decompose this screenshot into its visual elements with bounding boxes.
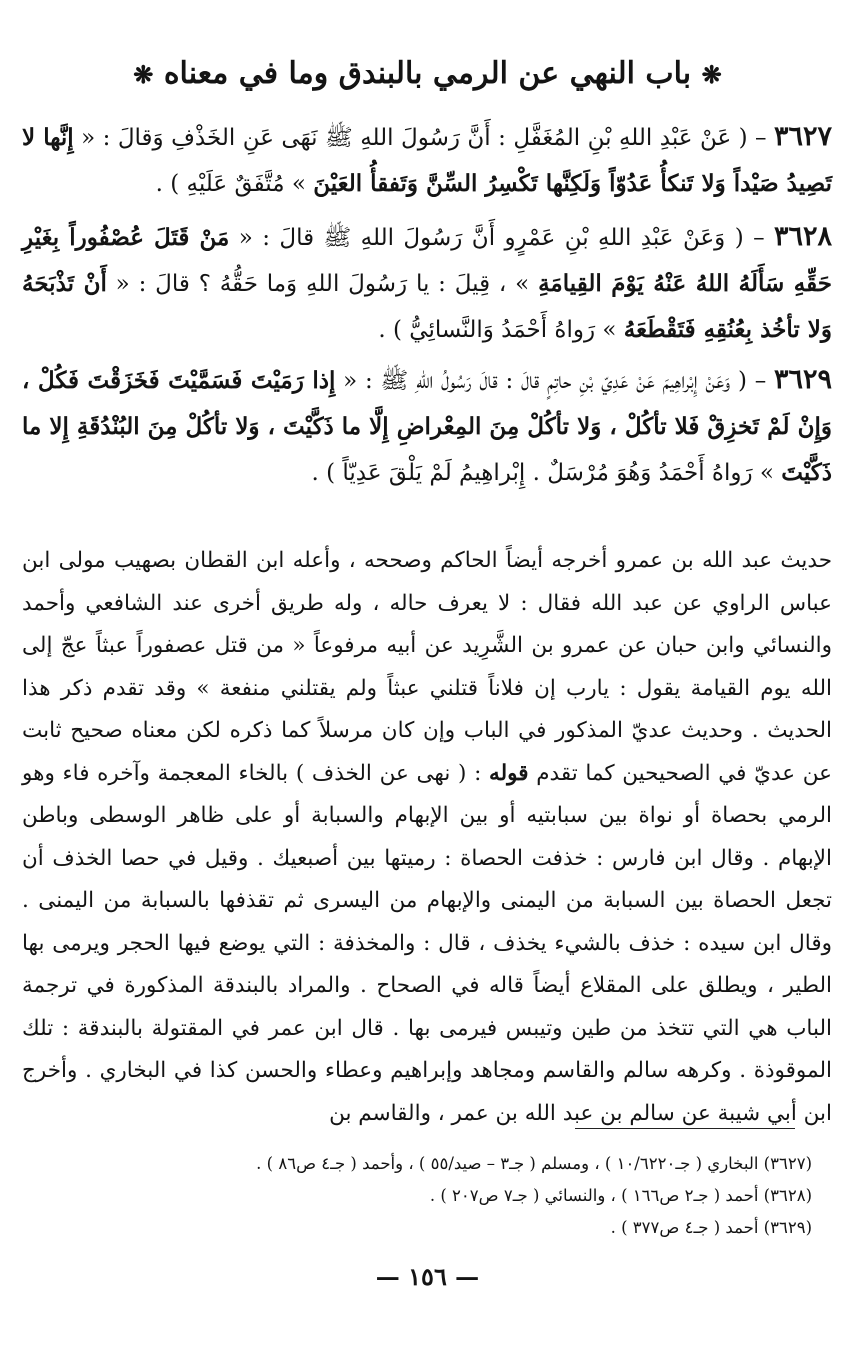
hadith-bold-text: مَنْ قَتَلَ عُصْفُوراً بِغَيْرِ حَقِّهِ سَأَلَهُ اللهُ عَنْهُ يَوْمَ القِيامَةِ: [22, 224, 832, 297]
footnote-item: (٣٦٢٩) أحمد ( جـ٤ ص٣٧٧ ) .: [610, 1218, 812, 1237]
footnote-item: (٣٦٢٨) أحمد ( جـ٢ ص١٦٦ ) ، والنسائي ( جـ٧ ص٢٠٧ ) .: [429, 1186, 812, 1205]
commentary-keyword: قوله: [489, 760, 529, 786]
hadith-mid: » ، قِيلَ : يا رَسُولَ اللهِ وَما حَقُّهُ ؟ قالَ : «: [106, 271, 539, 297]
hadith-bold-text: أَنْ تَذْبَحَهُ وَلا تأخُذ بِعُنُقِهِ فَتَقْطَعَهُ: [22, 270, 832, 343]
star-ornament-icon: ❋: [133, 60, 154, 89]
hadith-bold-text: إِنَّها لا تَصِيدُ صَيْداً وَلا تَنكأُ عَدُوّاً وَلَكِنَّها تَكْسِرُ السِّنَّ وَتَفقأُ العَيْنَ: [22, 124, 832, 197]
commentary-part: حديث عبد الله بن عمرو أخرجه أيضاً الحاكم وصححه ، وأعله ابن القطان بصهيب مولى ابن عباس الراوي عن عبد الله فقال : لا يعرف حاله ، وله طريق أخرى عند الشافعي وأحمد والنسائي وابن حبان عن عمرو بن الشَّرِيد عن أبيه مرفوعاً « من قتل عصفوراً عبثاً عجّ إلى الله يوم القيامة يقول : يارب إن فلاناً قتلني عبثاً ولم يقتلني منفعة » وقد تقدم ذكر هذا الحديث . وحديث عديّ المذكور في الباب وإن كان مرسلاً كما ذكره لكن معناه صحيح ثابت عن عديّ في الصحيحين كما تقدم: [22, 548, 832, 786]
hadith-3629: [22, 357, 832, 496]
hadith-3628: [22, 214, 832, 353]
footnotes: [22, 1148, 812, 1244]
star-ornament-icon: ❋: [701, 60, 722, 89]
hadith-intro: – ( وَعَنْ إِبْراهِيمَ عَنْ عَدِيّ بْنِ حاتِمٍ قالَ : قالَ رَسُولُ اللهِ ﷺ : «: [335, 368, 774, 394]
hadith-intro: – ( عَنْ عَبْدِ اللهِ بْنِ المُغَفَّلِ : أَنَّ رَسُولَ اللهِ ﷺ نَهَى عَنِ الخَذْفِ وَقالَ : «: [73, 125, 774, 151]
hadith-tail: » مُتَّفَقٌ عَلَيْهِ ) .: [155, 171, 314, 197]
commentary-part: : ( نهى عن الخذف ) بالخاء المعجمة وآخره فاء وهو الرمي بحصاة أو نواة بين سبابتيه أو بين الإبهام والسبابة أو على ظاهر الوسطى وباطن الإبهام . وقال ابن فارس : خذفت الحصاة : رميتها بين أصبعيك . وقيل في حصا الخذف أن تجعل الحصاة بين السبابة من اليمنى والإبهام من اليسرى ثم تقذفها بالسبابة من اليمنى . وقال ابن سيده : خذف بالشيء يخذف ، قال : والمخذفة : التي يوضع فيها الحجر ويرمى بها الطير ، ويطلق على المقلاع أيضاً قاله في الصحاح . والمراد بالبندقة المذكورة في ترجمة الباب هي التي تتخذ من طين وتيبس فيرمى بها . قال ابن عمر في المقتولة بالبندقة : تلك الموقوذة . وكرهه سالم والقاسم ومجاهد وإبراهيم وعطاء والحسن كذا في البخاري . وأخرج ابن أبي شيبة عن سالم بن عبد الله بن عمر ، والقاسم بن: [22, 760, 832, 1126]
hadith-number: ٣٦٢٨: [773, 221, 832, 252]
page-number: — ١٥٦ —: [375, 1262, 480, 1291]
hadith-tail: » رَواهُ أَحْمَدُ وَالنَّسائِيُّ ) .: [378, 317, 624, 343]
hadith-bold-text: إِذا رَمَيْتَ فَسَمَّيْتَ فَخَزَقْتَ فَكُلْ ، وَإِنْ لَمْ تَخزِقْ فَلا تأكُلْ ، وَلا تأكُلْ مِنَ المِعْراضِ إِلَّا ما ذَكَّيْتَ ، وَلا تأكُلْ مِنَ البُنْدُقَةِ إِلا ما ذَكَّيْتَ: [22, 367, 832, 486]
hadith-number: ٣٦٢٧: [773, 121, 832, 152]
footnote-divider: [575, 1128, 795, 1129]
chapter-title-text: باب النهي عن الرمي بالبندق وما في معناه: [163, 56, 692, 91]
hadith-intro: – ( وَعَنْ عَبْدِ اللهِ بْنِ عَمْرٍو أَنَّ رَسُولَ اللهِ ﷺ قالَ : «: [229, 225, 774, 251]
footnote-item: (٣٦٢٧) البخاري ( جـ١٠/٦٢٢٠ ) ، ومسلم ( جـ٣ – صيد/٥٥ ) ، وأحمد ( جـ٤ ص٨٦ ) .: [256, 1154, 812, 1173]
hadith-tail: » رَواهُ أَحْمَدُ وَهُوَ مُرْسَلٌ . إِبْراهِيمُ لَمْ يَلْقَ عَدِيّاً ) .: [311, 460, 782, 486]
commentary-text: [22, 540, 832, 1135]
hadith-number: ٣٦٢٩: [774, 364, 833, 395]
chapter-title: [40, 54, 815, 95]
hadith-3627: [22, 114, 832, 207]
